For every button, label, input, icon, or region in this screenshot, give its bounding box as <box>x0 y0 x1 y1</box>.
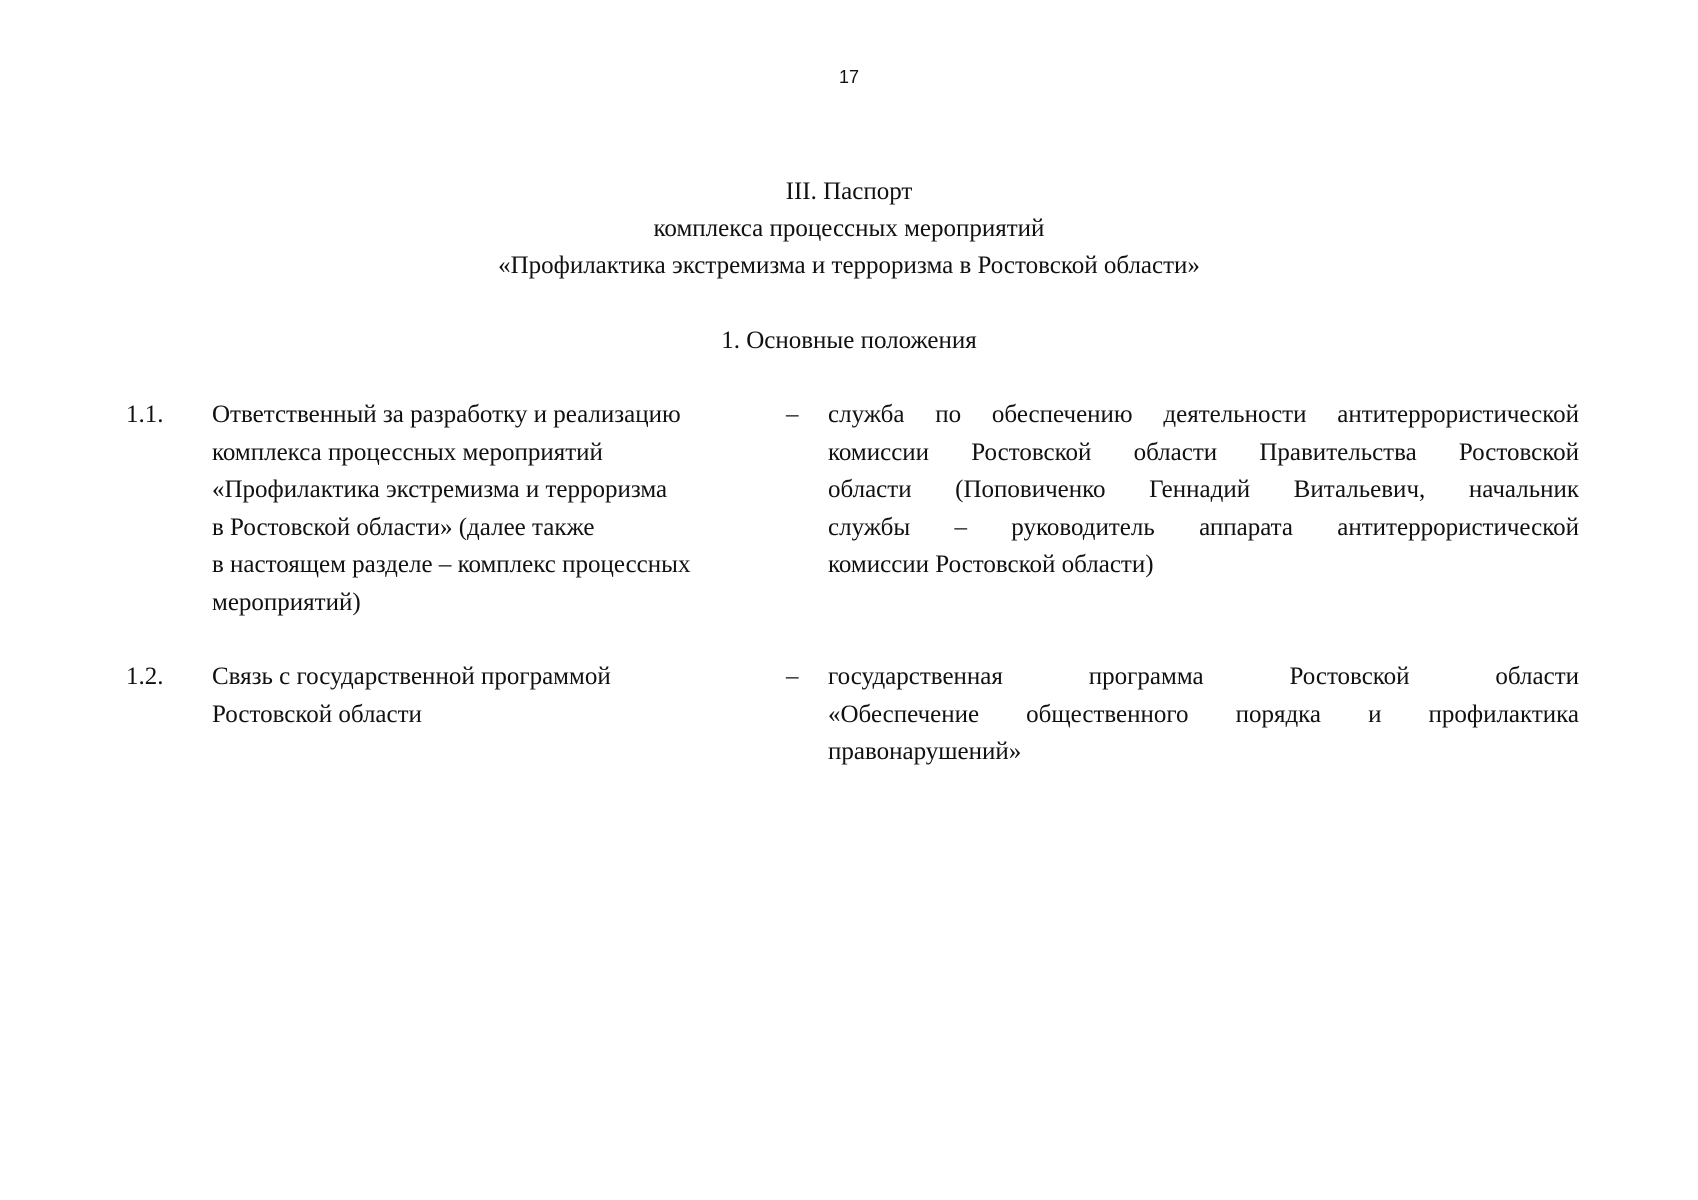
section-heading: 1. Основные положения <box>721 327 977 354</box>
row-label <box>212 658 772 733</box>
title-line-2: комплекса процессных мероприятий <box>653 215 1045 242</box>
row-value-line: службы – руководитель аппарата антитеррористической <box>828 513 1579 541</box>
row-label-line: Ростовской области <box>212 700 422 728</box>
row-label-line: «Профилактика экстремизма и терроризма <box>212 476 668 503</box>
row-value <box>828 396 1579 584</box>
row-number: 1.2. <box>126 663 164 690</box>
row-value <box>828 658 1579 771</box>
title-line-3: «Профилактика экстремизма и терроризма в Ростовской области» <box>498 252 1200 279</box>
row-label-line: в настоящем разделе – комплекс процессных <box>212 551 691 578</box>
row-value-line: комиссии Ростовской области) <box>828 551 1154 578</box>
row-label-line: Ответственный за разработку и реализацию <box>212 401 681 428</box>
row-value-line: государственная программа Ростовской области <box>828 663 1579 690</box>
row-dash: – <box>786 401 799 428</box>
document-title <box>0 173 1698 284</box>
page-number: 17 <box>838 67 860 87</box>
row-value-line: служба по обеспечению деятельности антитеррористической <box>828 401 1579 428</box>
row-number: 1.1. <box>126 401 164 428</box>
row-label-line: мероприятий) <box>212 588 361 616</box>
title-line-1: III. Паспорт <box>785 178 913 205</box>
row-value-line: комиссии Ростовской области Правительства Ростовской <box>828 438 1579 466</box>
row-value-line: правонарушений» <box>828 738 1022 765</box>
row-dash: – <box>786 663 799 690</box>
row-label-line: в Ростовской области» (далее также <box>212 513 595 541</box>
row-label-line: Связь с государственной программой <box>212 663 611 690</box>
row-value-line: «Обеспечение общественного порядка и профилактика <box>828 700 1579 728</box>
row-label <box>212 396 772 621</box>
row-label-line: комплекса процессных мероприятий <box>212 438 603 466</box>
row-value-line: области (Поповиченко Геннадий Витальевич, начальник <box>828 476 1579 503</box>
